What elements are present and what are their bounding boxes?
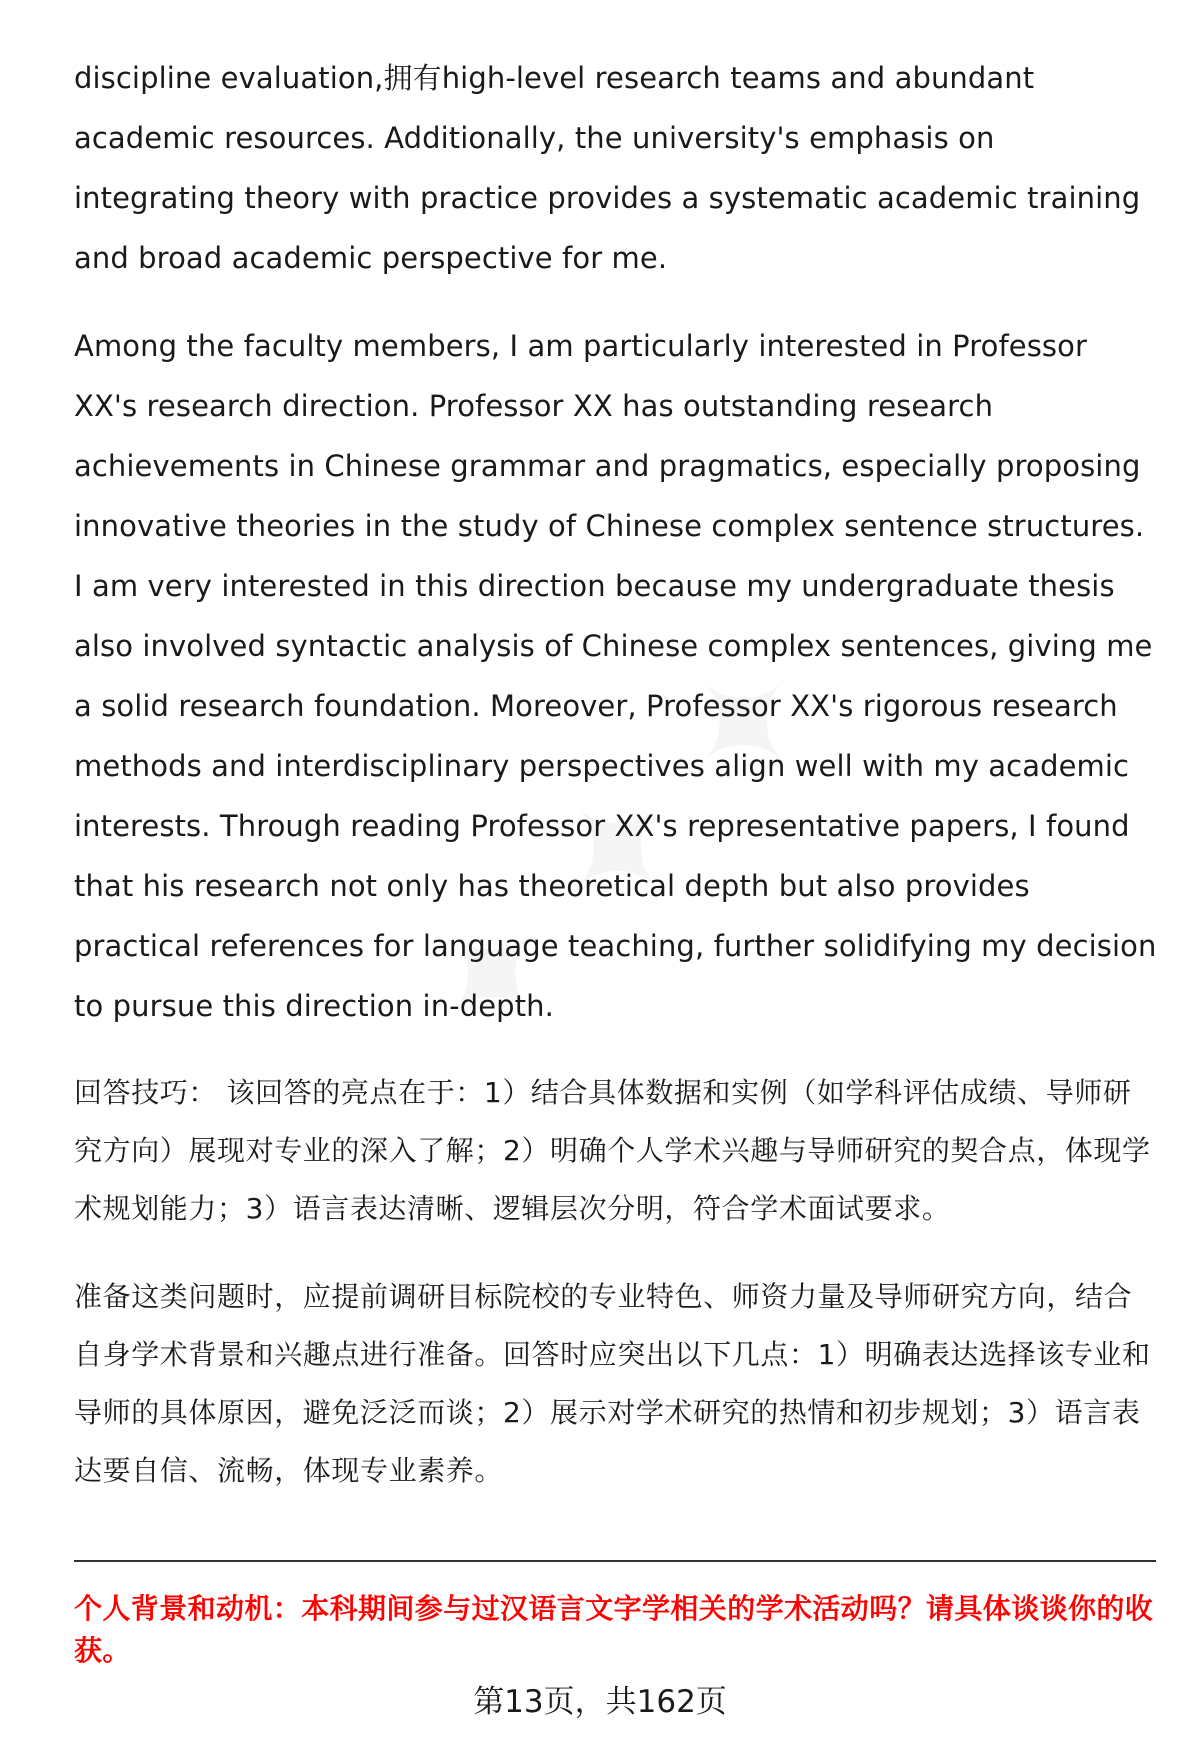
paragraph-discipline-evaluation: discipline evaluation,拥有high-level research teams and abundant academic resources. Additionally, the university's emphasis on integrating theory with practice provides a systematic academic training and broad academic perspective for me. bbox=[74, 61, 1150, 275]
paragraph-professor-interest: Among the faculty members, I am particularly interested in Professor XX's research direction. Professor XX has outstanding research achievements in Chinese grammar and pragmatics, especially proposing innovative theories in the study of Chinese complex sentence structures. I am very interested in this direction because my undergraduate thesis also involved syntactic analysis of Chinese complex sentences, giving me a solid research foundation. Moreover, Professor XX's rigorous research methods and interdisciplinary perspectives align well with my academic interests. Through reading Professor XX's representative papers, I found that his research not only has theoretical depth but also provides practical references for language teaching, further solidifying my decision to pursue this direction in-depth. bbox=[74, 329, 1166, 1023]
paragraph-answer-tips: 回答技巧： 该回答的亮点在于：1）结合具体数据和实例（如学科评估成绩、导师研究方向）展现对专业的深入了解；2）明确个人学术兴趣与导师研究的契合点，体现学术规划能力；3）语言表达清晰、逻辑层次分明，符合学术面试要求。 bbox=[74, 1076, 1151, 1225]
next-question-heading: 个人背景和动机：本科期间参与过汉语言文字学相关的学术活动吗？请具体谈谈你的收获。 bbox=[74, 1592, 1154, 1667]
paragraph-preparation-advice: 准备这类问题时，应提前调研目标院校的专业特色、师资力量及导师研究方向，结合自身学术背景和兴趣点进行准备。回答时应突出以下几点：1）明确表达选择该专业和导师的具体原因，避免泛泛而谈；2）展示对学术研究的热情和初步规划；3）语言表达要自信、流畅，体现专业素养。 bbox=[74, 1280, 1151, 1487]
page-number: 第13页，共162页 bbox=[473, 1684, 727, 1720]
document-body bbox=[74, 48, 1166, 1500]
section-divider bbox=[74, 1560, 1156, 1562]
